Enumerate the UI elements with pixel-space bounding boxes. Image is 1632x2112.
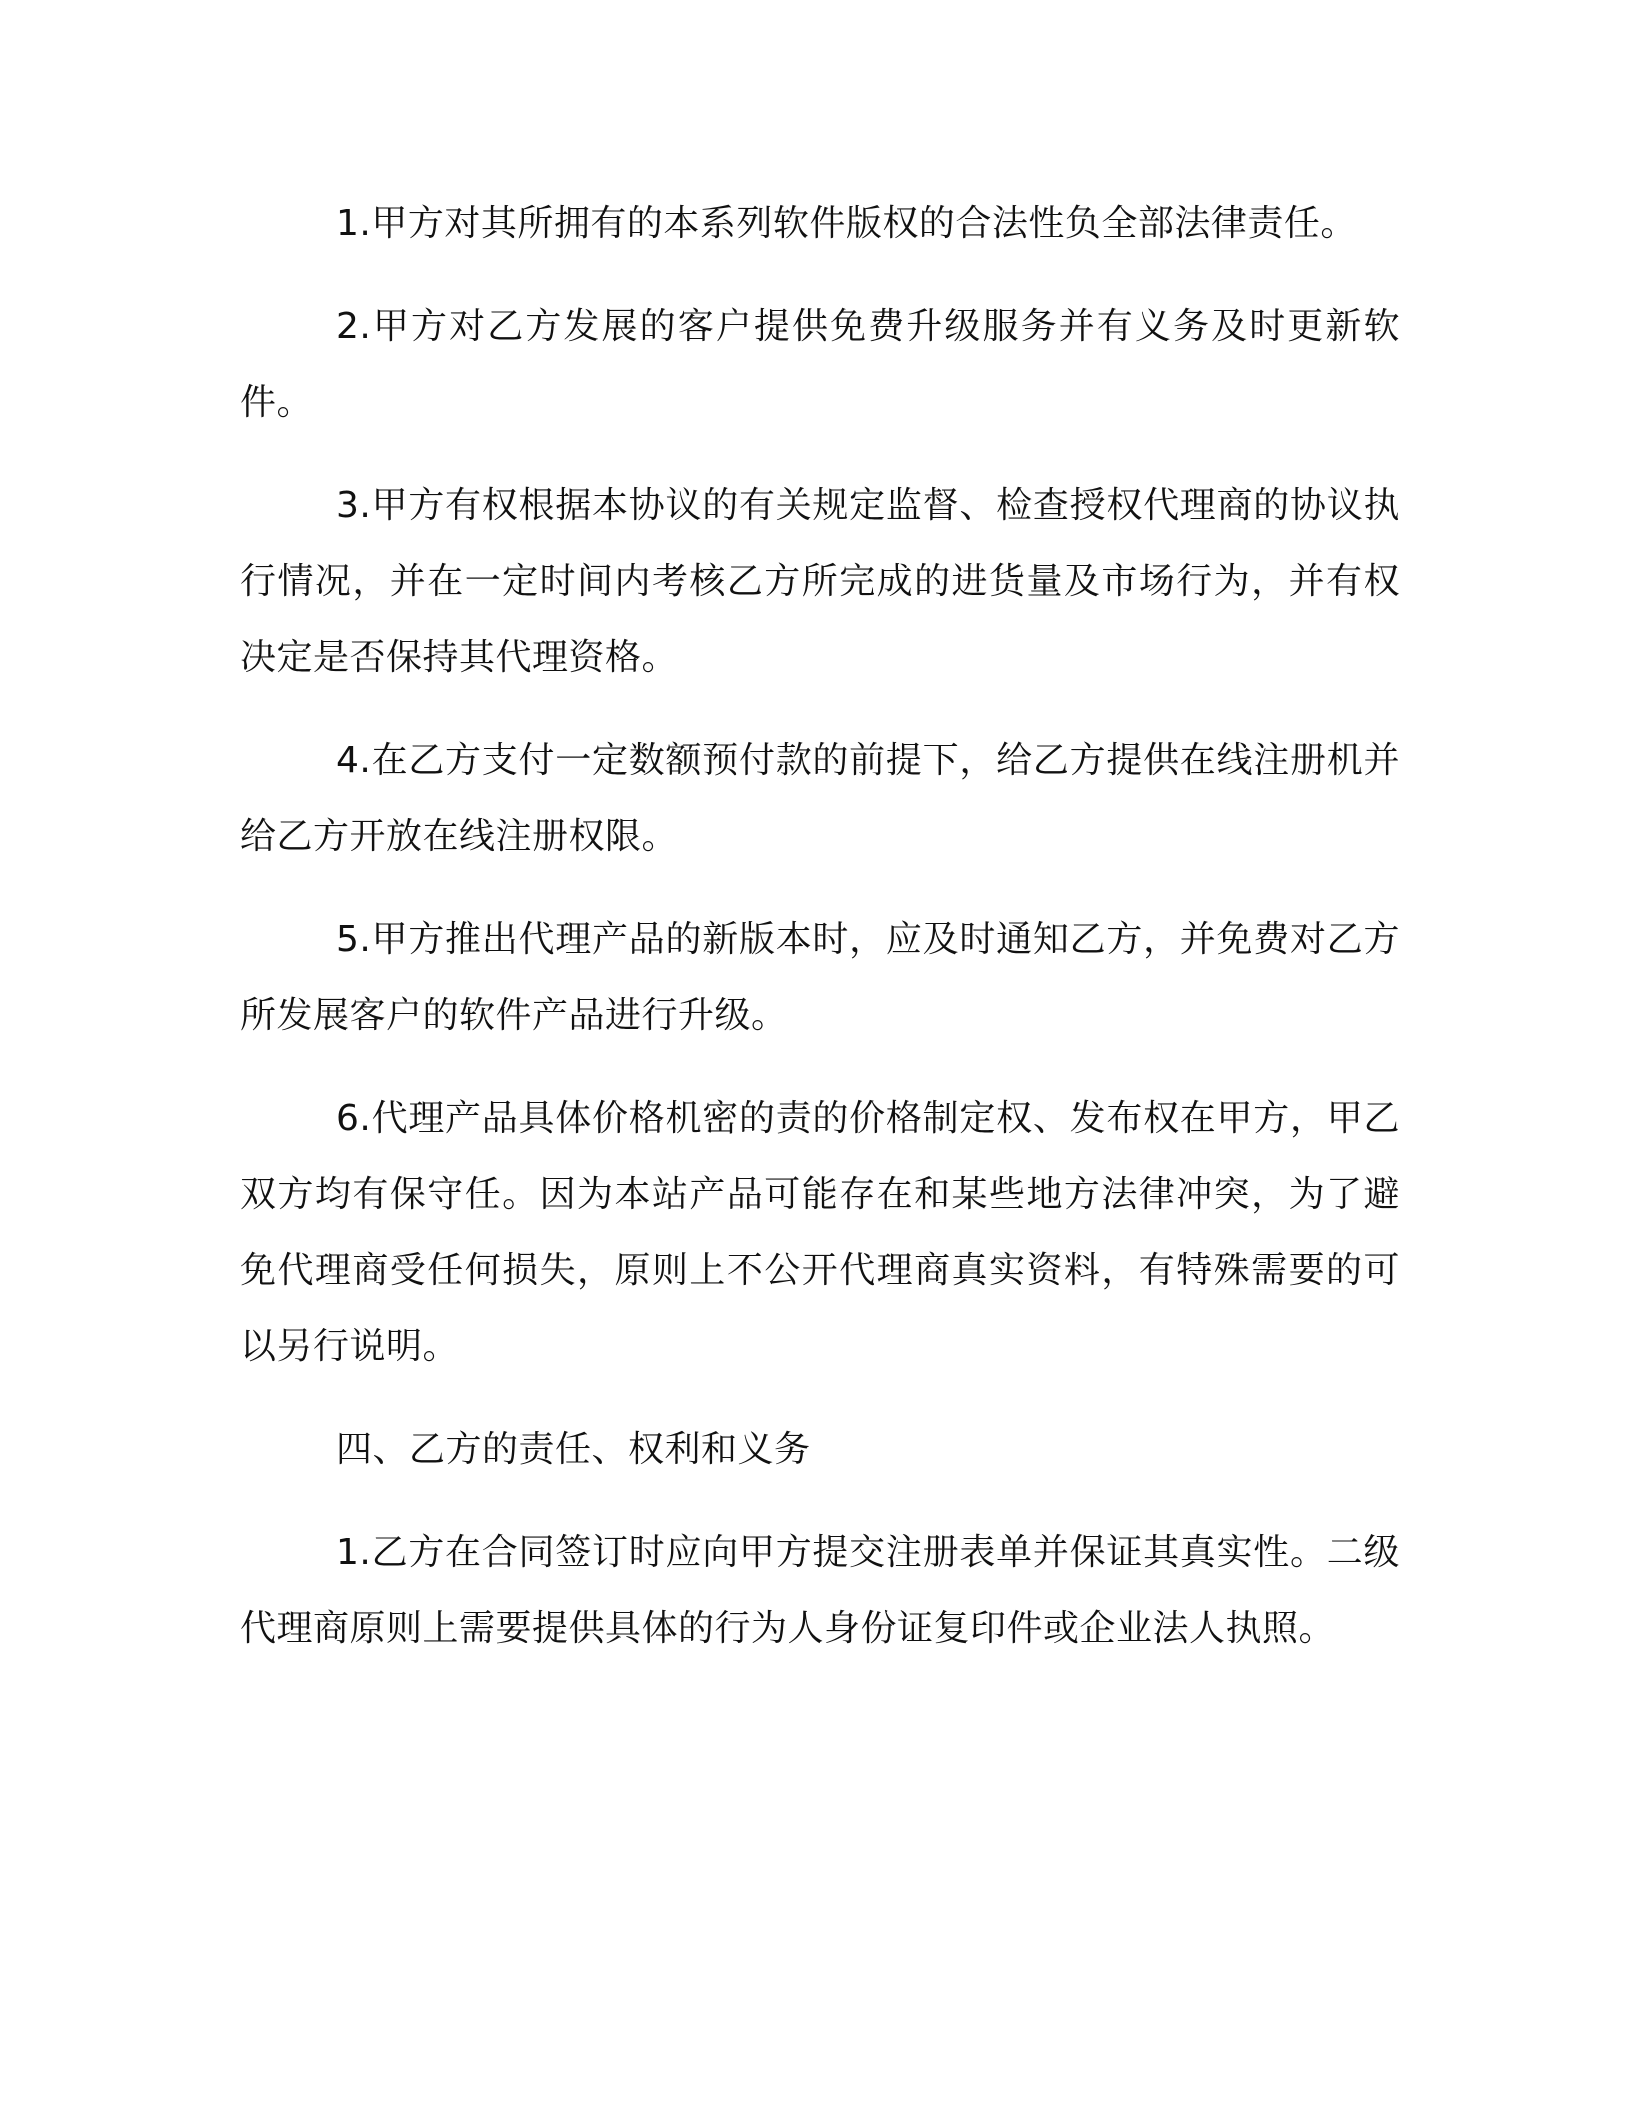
clause-party-a-6: 6.代理产品具体价格机密的责的价格制定权、发布权在甲方，甲乙双方均有保守任。因为本站产品可能存在和某些地方法律冲突，为了避免代理商受任何损失，原则上不公开代理商真实资料，有特殊需要的可以另行说明。 bbox=[240, 1098, 1400, 1367]
clause-party-a-4: 4.在乙方支付一定数额预付款的前提下，给乙方提供在线注册机并给乙方开放在线注册权限。 bbox=[240, 740, 1400, 857]
clause-party-a-2: 2.甲方对乙方发展的客户提供免费升级服务并有义务及时更新软件。 bbox=[240, 306, 1400, 423]
clause-party-a-5: 5.甲方推出代理产品的新版本时，应及时通知乙方，并免费对乙方所发展客户的软件产品进行升级。 bbox=[240, 919, 1400, 1036]
clause-party-a-3: 3.甲方有权根据本协议的有关规定监督、检查授权代理商的协议执行情况，并在一定时间内考核乙方所完成的进货量及市场行为，并有权决定是否保持其代理资格。 bbox=[240, 485, 1400, 678]
clause-party-a-1: 1.甲方对其所拥有的本系列软件版权的合法性负全部法律责任。 bbox=[336, 203, 1357, 244]
document-body bbox=[240, 186, 1400, 1694]
clause-party-b-1: 1.乙方在合同签订时应向甲方提交注册表单并保证其真实性。二级代理商原则上需要提供具体的行为人身份证复印件或企业法人执照。 bbox=[240, 1532, 1400, 1649]
section-heading-party-b: 四、乙方的责任、权利和义务 bbox=[336, 1429, 811, 1470]
